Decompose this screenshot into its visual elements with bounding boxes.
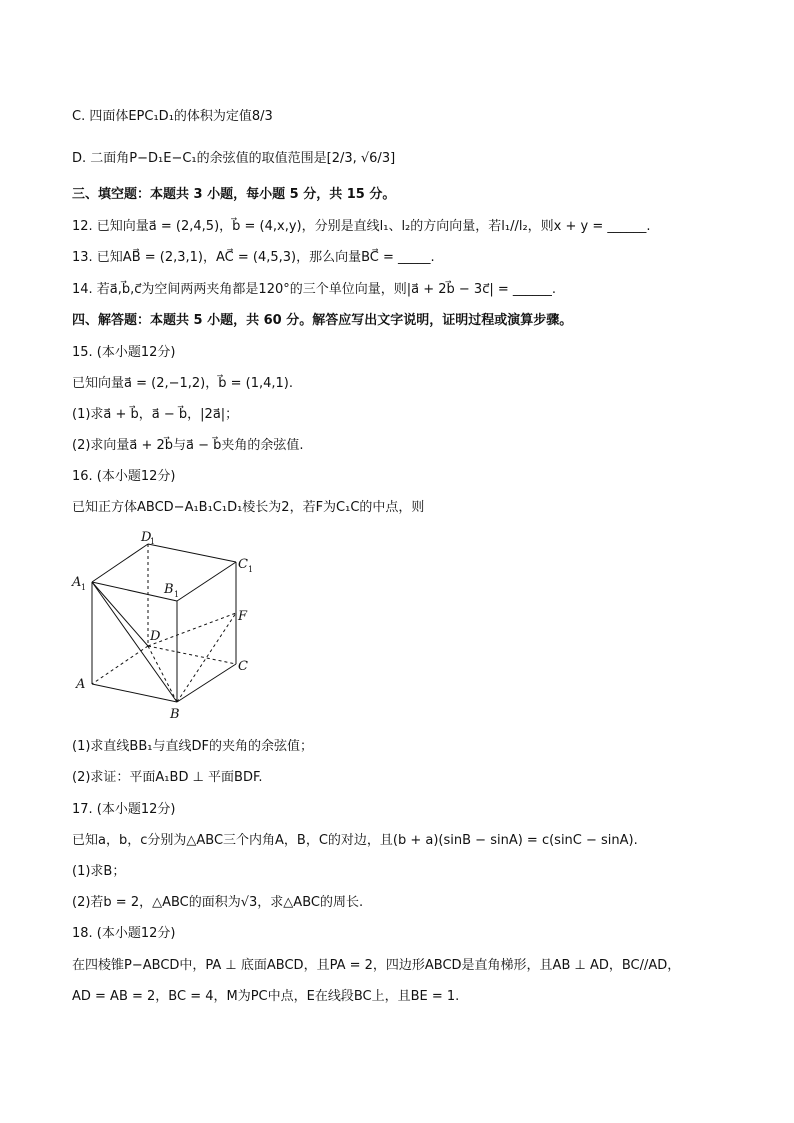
question-17-heading: 17. (本小题12分) — [72, 802, 176, 817]
cube-figure — [66, 524, 266, 724]
label-b1: B — [164, 582, 174, 597]
question-15-part-1: (1)求a⃗ + b⃗，a⃗ − b⃗，|2a⃗|； — [72, 407, 239, 422]
label-b1-sub: 1 — [174, 590, 180, 599]
question-16-part-1: (1)求直线BB₁与直线DF的夹角的余弦值； — [72, 739, 313, 754]
question-15-heading: 15. (本小题12分) — [72, 345, 176, 360]
question-12: 12. 已知向量a⃗ = (2,4,5)，b⃗ = (4,x,y)，分别是直线l₁、l₂的方向向量，若l₁//l₂，则x + y = ______. — [72, 219, 651, 234]
label-d1-sub: 1 — [150, 537, 156, 546]
question-17-text: 已知a，b，c分别为△ABC三个内角A，B，C的对边，且(b + a)(sinB − sinA) = c(sinC − sinA). — [72, 833, 638, 848]
question-18-text-1: 在四棱锥P−ABCD中，PA ⊥ 底面ABCD，且PA = 2，四边形ABCD是直角梯形，且AB ⊥ AD，BC//AD， — [72, 958, 681, 973]
question-15-text: 已知向量a⃗ = (2,−1,2)，b⃗ = (1,4,1). — [72, 376, 294, 391]
label-f: F — [238, 609, 248, 624]
section-fill-in-heading: 三、填空题：本题共 3 小题，每小题 5 分，共 15 分。 — [72, 187, 396, 202]
label-a: A — [76, 677, 86, 692]
label-a1: A — [72, 575, 82, 590]
question-18-text-2: AD = AB = 2，BC = 4，M为PC中点，E在线段BC上，且BE = 1. — [72, 989, 460, 1004]
question-16-heading: 16. (本小题12分) — [72, 469, 176, 484]
label-a1-sub: 1 — [81, 583, 87, 592]
section-answer-heading: 四、解答题：本题共 5 小题，共 60 分。解答应写出文字说明，证明过程或演算步骤。 — [72, 313, 573, 328]
question-14: 14. 若a⃗,b⃗,c⃗为空间两两夹角都是120°的三个单位向量，则|a⃗ + 2b⃗ − 3c⃗| = ______. — [72, 282, 557, 297]
label-c1: C — [238, 557, 248, 572]
option-c: C. 四面体EPC₁D₁的体积为定值8/3 — [72, 109, 273, 124]
label-d: D — [150, 629, 161, 644]
question-17-part-1: (1)求B； — [72, 864, 126, 879]
question-16-part-2: (2)求证：平面A₁BD ⊥ 平面BDF. — [72, 770, 263, 785]
question-15-part-2: (2)求向量a⃗ + 2b⃗与a⃗ − b⃗夹角的余弦值. — [72, 438, 304, 453]
option-d: D. 二面角P−D₁E−C₁的余弦值的取值范围是[2/3, √6/3] — [72, 151, 396, 166]
label-d1: D — [141, 530, 152, 545]
question-18-heading: 18. (本小题12分) — [72, 926, 176, 941]
question-17-part-2: (2)若b = 2，△ABC的面积为√3，求△ABC的周长. — [72, 895, 364, 910]
question-16-text: 已知正方体ABCD−A₁B₁C₁D₁棱长为2，若F为C₁C的中点，则 — [72, 500, 425, 515]
question-13: 13. 已知AB⃗ = (2,3,1)，AC⃗ = (4,5,3)，那么向量BC⃗ = _____. — [72, 250, 435, 265]
label-c1-sub: 1 — [248, 565, 254, 574]
label-c: C — [238, 659, 248, 674]
label-b: B — [170, 707, 180, 722]
